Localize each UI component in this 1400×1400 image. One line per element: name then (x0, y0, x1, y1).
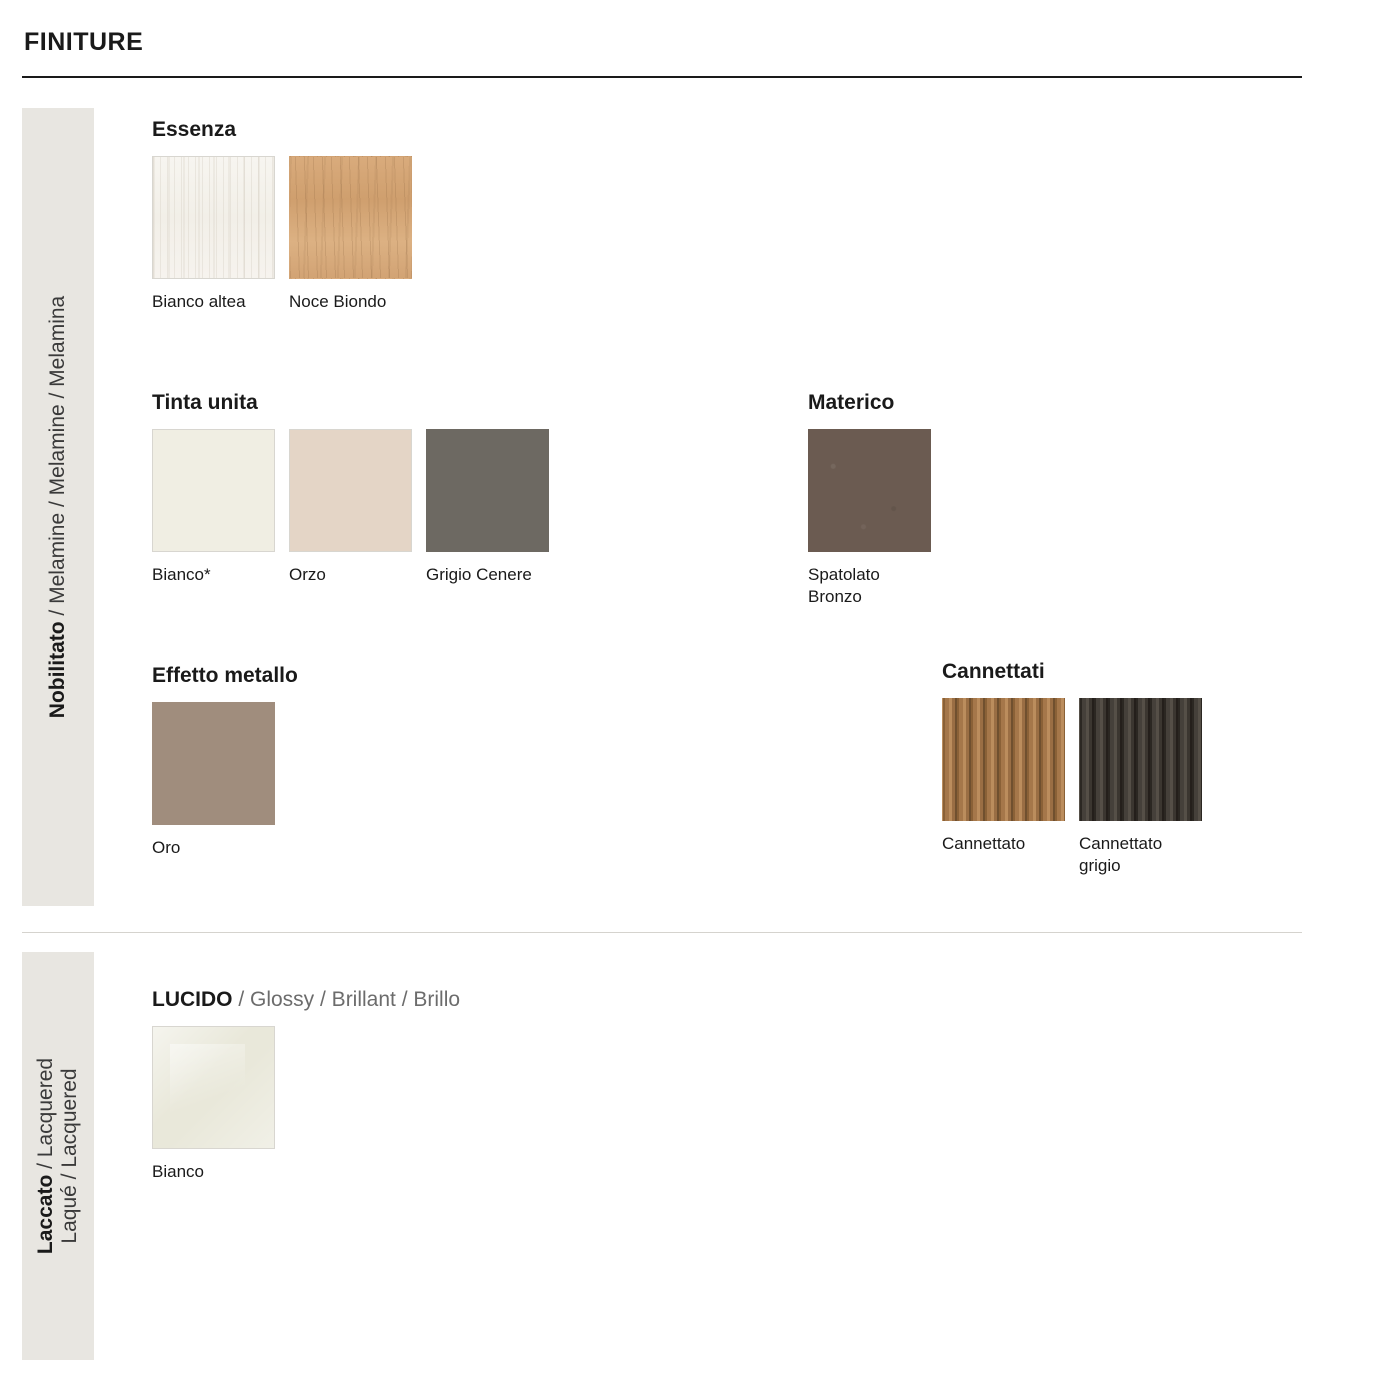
swatch-row-cannettati (942, 698, 1202, 877)
group-title-text: LUCIDO (152, 988, 233, 1011)
title-divider (22, 76, 1302, 78)
group-title-effetto-metallo (152, 664, 298, 688)
swatch-oro[interactable] (152, 702, 275, 825)
section-nobilitato (22, 108, 1302, 906)
swatch-label: Bianco* (152, 565, 211, 584)
swatch-cell[interactable] (152, 429, 275, 586)
group-cannettati (942, 660, 1202, 877)
swatch-label: Spatolato Bronzo (808, 565, 880, 607)
swatch-label: Noce Biondo (289, 292, 387, 311)
section-body-laccato (130, 952, 1302, 1360)
band-primary-text: Laccato (34, 1174, 57, 1255)
swatch-cell[interactable] (152, 1026, 275, 1183)
band-primary-text: Nobilitato (46, 621, 69, 719)
group-title-cannettati (942, 660, 1202, 684)
swatch-cell[interactable] (808, 429, 931, 608)
group-title-text: Effetto metallo (152, 664, 298, 687)
swatch-cell[interactable] (152, 156, 275, 313)
swatch-row-materico (808, 429, 931, 608)
group-title-essenza (152, 118, 412, 142)
group-title-text: Cannettati (942, 660, 1045, 683)
swatch-bianco[interactable] (152, 429, 275, 552)
swatch-bianco-lucido[interactable] (152, 1026, 275, 1149)
section-divider (22, 932, 1302, 933)
section-band-label-laccato (34, 1058, 82, 1254)
swatch-cannettato[interactable] (942, 698, 1065, 821)
group-materico (808, 391, 931, 608)
swatch-cell[interactable] (152, 702, 275, 859)
group-title-lucido (152, 988, 460, 1012)
band-secondary-text: / Melamine / Melamine / Melamina (46, 295, 69, 622)
swatch-cell[interactable] (942, 698, 1065, 877)
group-essenza (152, 118, 412, 313)
section-band-label-nobilitato (46, 296, 70, 718)
swatch-label: Bianco (152, 1162, 204, 1181)
section-band-nobilitato (22, 108, 94, 906)
group-title-materico (808, 391, 931, 415)
group-title-tinta-unita (152, 391, 549, 415)
band-line2-text: Laqué / Lacquered (58, 1068, 81, 1244)
group-title-text: Tinta unita (152, 391, 258, 414)
group-subtitle-text: / Glossy / Brillant / Brillo (232, 988, 461, 1011)
section-band-laccato (22, 952, 94, 1360)
band-secondary-text: / Lacquered (34, 1057, 57, 1175)
swatch-label: Oro (152, 838, 181, 857)
swatch-spatolato-bronzo[interactable] (808, 429, 931, 552)
swatch-cell[interactable] (289, 156, 412, 313)
swatch-label: Grigio Cenere (426, 565, 532, 584)
swatch-cell[interactable] (426, 429, 549, 586)
swatch-orzo[interactable] (289, 429, 412, 552)
swatch-label: Bianco altea (152, 292, 246, 311)
section-body-nobilitato (130, 108, 1302, 906)
swatch-row-essenza (152, 156, 412, 313)
swatch-row-tinta-unita (152, 429, 549, 586)
swatch-grigio-cenere[interactable] (426, 429, 549, 552)
swatch-row-effetto-metallo (152, 702, 298, 859)
swatch-noce-biondo[interactable] (289, 156, 412, 279)
group-lucido (152, 988, 460, 1183)
swatch-label: Cannettato (942, 834, 1026, 853)
group-title-text: Materico (808, 391, 895, 414)
page-title: FINITURE (24, 28, 144, 56)
swatch-label: Orzo (289, 565, 326, 584)
group-tinta-unita (152, 391, 549, 586)
swatch-bianco-altea[interactable] (152, 156, 275, 279)
section-laccato (22, 952, 1302, 1360)
swatch-cell[interactable] (1079, 698, 1202, 877)
group-effetto-metallo (152, 664, 298, 859)
swatch-row-lucido (152, 1026, 460, 1183)
group-title-text: Essenza (152, 118, 237, 141)
swatch-cannettato-grigio[interactable] (1079, 698, 1202, 821)
swatch-cell[interactable] (289, 429, 412, 586)
swatch-label: Cannettato grigio (1079, 834, 1163, 876)
